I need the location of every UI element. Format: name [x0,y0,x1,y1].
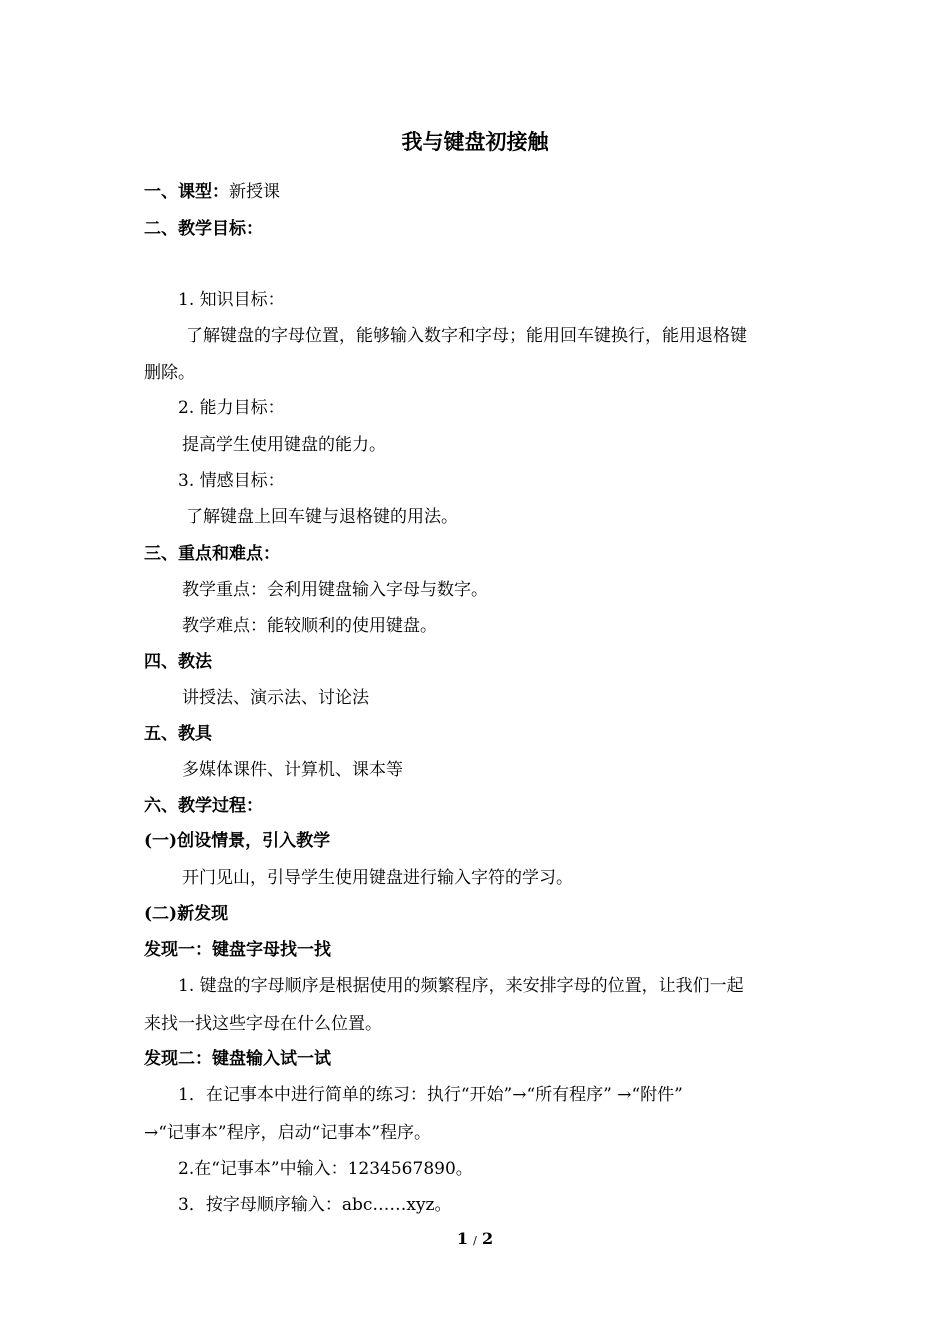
discovery-two-step3: 3．按字母顺序输入：abc……xyz。 [178,1195,452,1215]
discovery-one-text: 1. 键盘的字母顺序是根据使用的频繁程序，来安排字母的位置，让我们一起 [178,976,744,996]
subsection-heading-intro: (一)创设情景，引入教学 [144,831,331,851]
document-title: 我与键盘初接触 [401,129,549,154]
section-heading-tools: 五、教具 [144,724,212,744]
goal-knowledge-text: 了解键盘的字母位置，能够输入数字和字母；能用回车键换行，能用退格键 [186,326,747,346]
discovery-two-step2: 2.在“记事本”中输入：1234567890。 [178,1159,473,1179]
goal-ability-label: 2. 能力目标： [178,398,285,418]
section-heading-methods: 四、教法 [144,652,212,672]
section-heading: 一、课型： [144,182,229,202]
page-number [0,1228,950,1252]
page-separator: / [473,1234,477,1247]
subsection-heading-discovery: (二)新发现 [144,904,229,924]
goal-emotion-label: 3. 情感目标： [178,471,285,491]
discovery-two-step1-cont: →“记事本”程序，启动“记事本”程序。 [144,1123,432,1143]
goal-ability-text: 提高学生使用键盘的能力。 [182,435,386,455]
intro-text: 开门见山，引导学生使用键盘进行输入字符的学习。 [182,868,573,888]
total-pages: 2 [481,1229,494,1248]
methods-text: 讲授法、演示法、讨论法 [182,688,369,708]
tools-text: 多媒体课件、计算机、课本等 [182,760,403,780]
difficulty-text: 教学难点：能较顺利的使用键盘。 [182,616,437,636]
discovery-two-heading: 发现二：键盘输入试一试 [144,1049,331,1069]
section-value: 新授课 [229,182,280,202]
discovery-two-step1: 1．在记事本中进行简单的练习：执行“开始”→“所有程序” →“附件” [178,1085,683,1105]
goal-knowledge-label: 1. 知识目标： [178,290,285,310]
keypoint-text: 教学重点：会利用键盘输入字母与数字。 [182,580,488,600]
discovery-one-heading: 发现一：键盘字母找一找 [144,940,331,960]
goal-emotion-text: 了解键盘上回车键与退格键的用法。 [186,507,458,527]
section-heading-keypoints: 三、重点和难点： [144,544,280,564]
section-lesson-type [144,180,814,204]
section-heading-process: 六、教学过程： [144,796,263,816]
goal-knowledge-text-cont: 删除。 [144,363,195,383]
discovery-one-text-cont: 来找一找这些字母在什么位置。 [144,1014,382,1034]
current-page: 1 [456,1229,469,1248]
section-heading-goals: 二、教学目标： [144,219,263,239]
